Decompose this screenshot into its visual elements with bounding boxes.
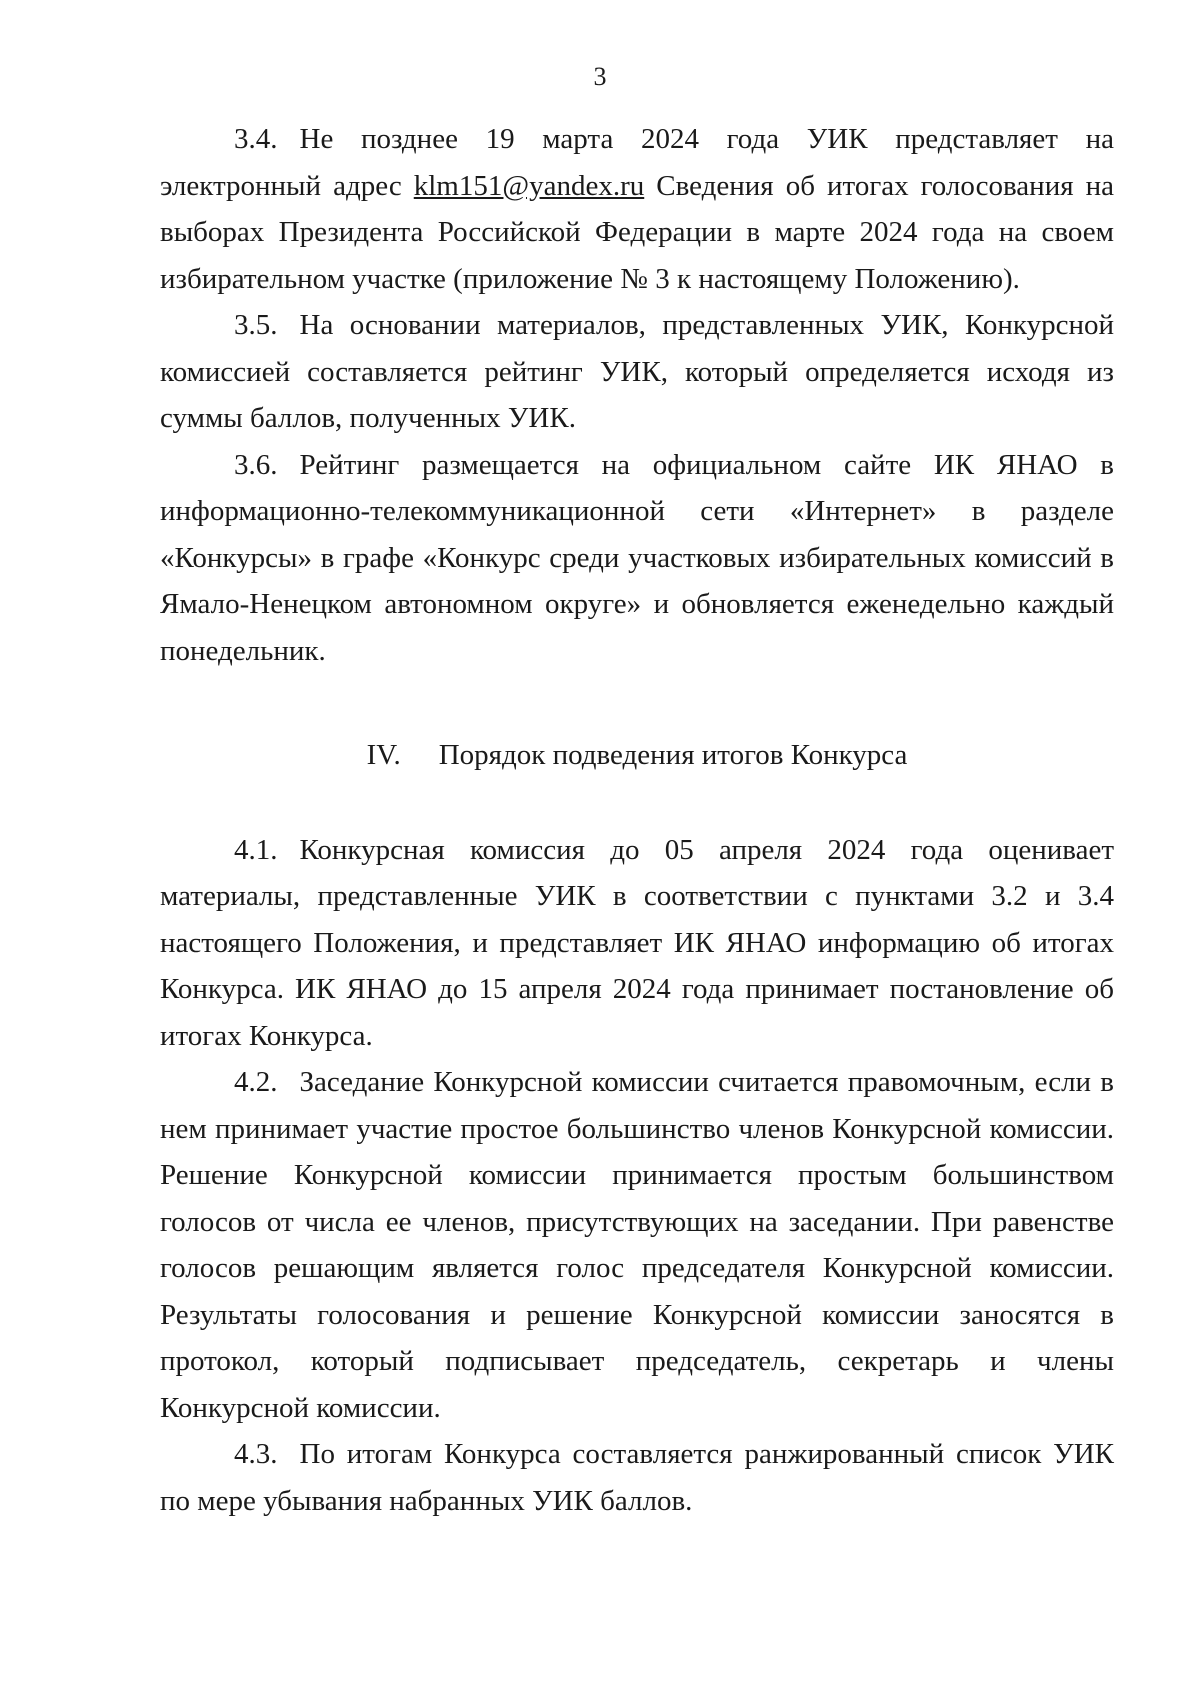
paragraph-4-2 [160, 1059, 1114, 1431]
paragraph-number: 3.5. [234, 309, 278, 341]
paragraph-text: Конкурсная комиссия до 05 апреля 2024 года оценивает материалы, представленные УИК в соответствии с пунктами 3.2 и 3.4 настоящего Положения, и представляет ИК ЯНАО информацию об итогах Конкурса. ИК ЯНАО до 15 апреля 2024 года принимает постановление об итогах Конкурса. [160, 833, 1114, 1052]
paragraph-3-6 [160, 442, 1114, 675]
section-title: Порядок подведения итогов Конкурса [438, 739, 908, 771]
paragraph-text: По итогам Конкурса составляется ранжированный список УИК по мере убывания набранных УИК баллов. [160, 1438, 1114, 1517]
paragraph-4-1 [160, 827, 1114, 1060]
paragraph-number: 4.2. [234, 1066, 278, 1098]
paragraph-text: Рейтинг размещается на официальном сайте ИК ЯНАО в информационно-телекоммуникационной сети «Интернет» в разделе «Конкурсы» в графе «Конкурс среди участковых избирательных комиссий в Ямало-Ненецком автономном округе» и обновляется еженедельно каждый понедельник. [160, 448, 1114, 667]
section-numeral: IV. [366, 739, 401, 771]
paragraph-text: На основании материалов, представленных УИК, Конкурсной комиссией составляется рейтинг УИК, который определяется исходя из суммы баллов, полученных УИК. [160, 309, 1114, 434]
paragraph-text: Заседание Конкурсной комиссии считается правомочным, если в нем принимает участие простое большинство членов Конкурсной комиссии. Решение Конкурсной комиссии принимается простым большинством голосов от числа ее членов, присутствующих на заседании. При равенстве голосов решающим является голос председателя Конкурсной комиссии. Результаты голосования и решение Конкурсной комиссии заносятся в протокол, который подписывает председатель, секретарь и члены Конкурсной комиссии. [160, 1066, 1114, 1424]
paragraph-number: 4.1. [234, 833, 278, 866]
document-body [160, 116, 1114, 1524]
page-number: 3 [593, 62, 607, 91]
section-heading [160, 732, 1114, 779]
email-link[interactable]: klm151@yandex.ru [413, 169, 645, 202]
paragraph-4-3 [160, 1431, 1114, 1524]
paragraph-number: 4.3. [234, 1438, 278, 1470]
paragraph-3-5 [160, 302, 1114, 442]
paragraph-3-4 [160, 116, 1114, 302]
paragraph-text: Не позднее 19 марта 2024 года УИК представляет на электронный адрес [160, 123, 1114, 202]
paragraph-number: 3.6. [234, 448, 278, 481]
paragraph-text: Сведения об итогах голосования на выборах Президента Российской Федерации в марте 2024 года на своем избирательном участке (приложение № 3 к настоящему Положению). [160, 169, 1114, 295]
paragraph-number: 3.4. [234, 123, 278, 155]
